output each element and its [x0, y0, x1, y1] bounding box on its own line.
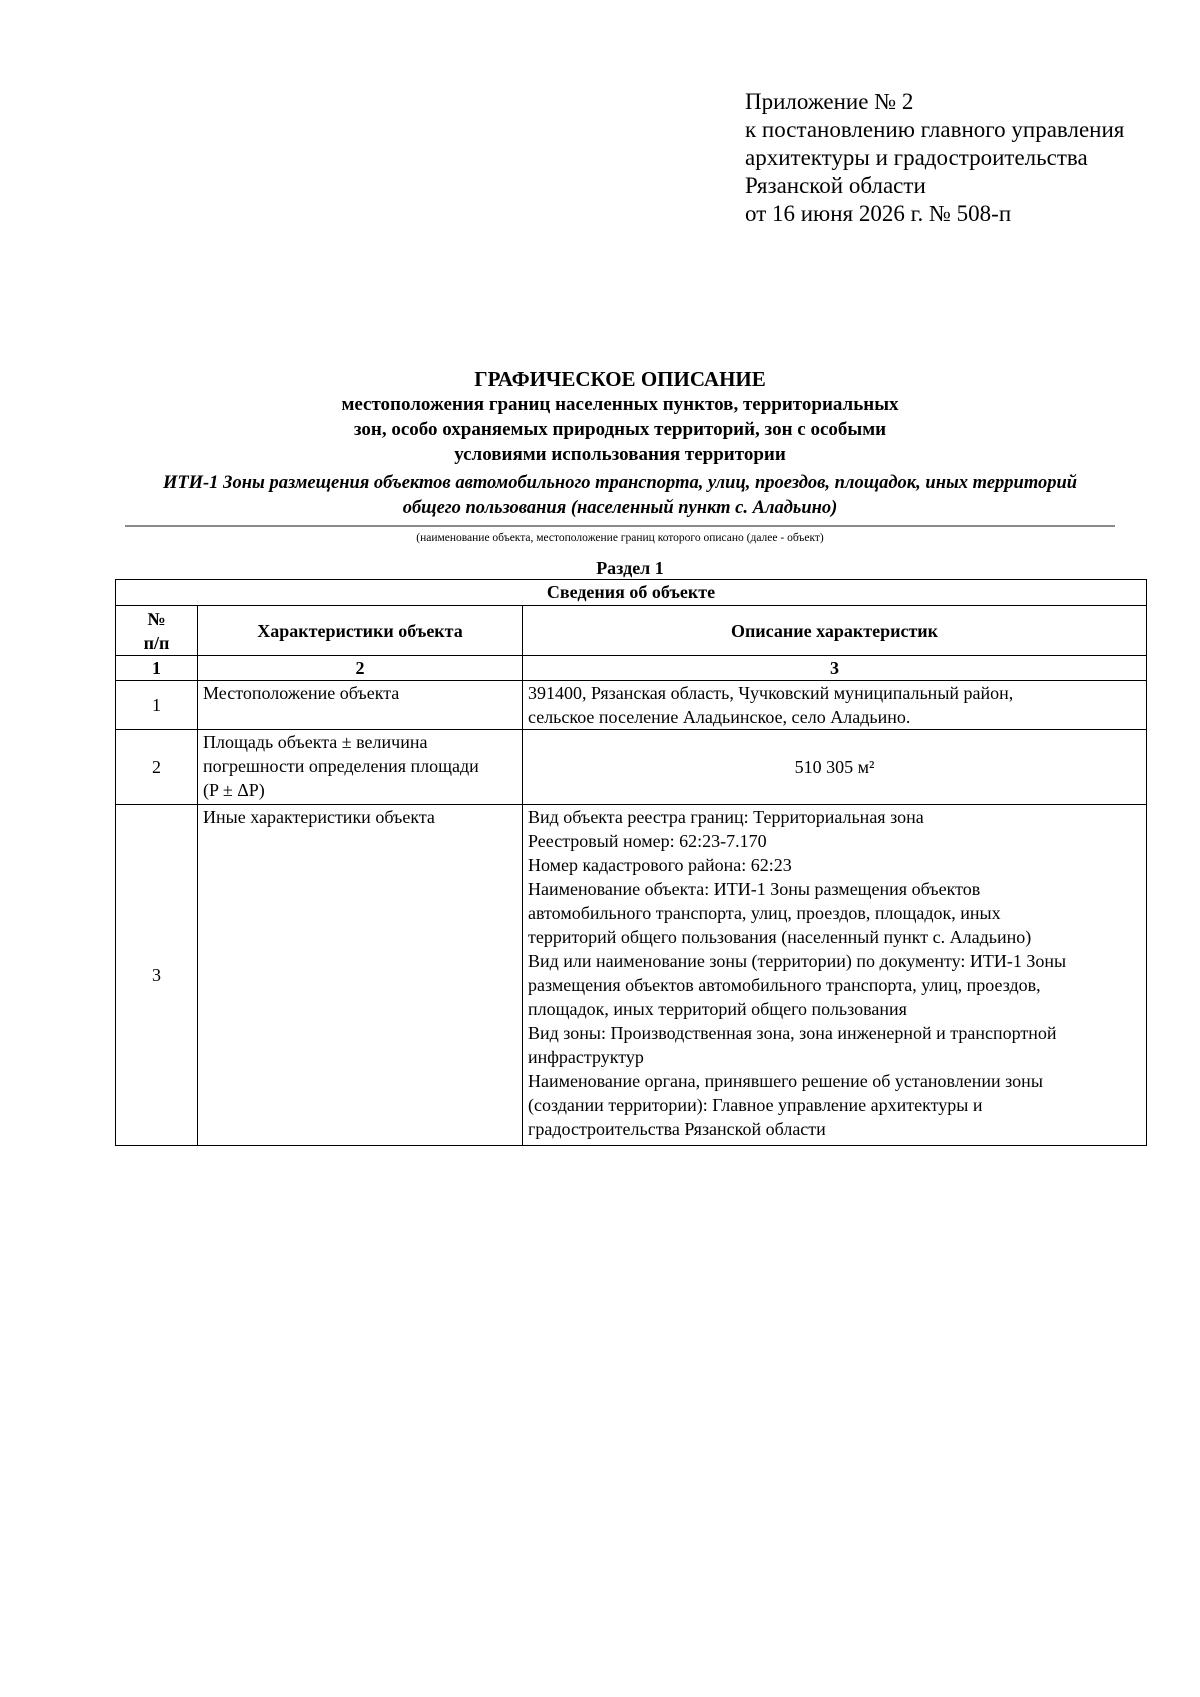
section-title: Раздел 1 [596, 558, 664, 578]
area-value: 510 305 м² [523, 730, 1147, 805]
table-caption: Сведения об объекте [116, 580, 1147, 606]
document-subtitle-line: местоположения границ населенных пунктов, территориальных [341, 394, 899, 415]
column-numbers-row [116, 656, 1147, 681]
description-line: Реестровый номер: 62:23-7.170 [528, 831, 767, 851]
row-characteristic [198, 730, 523, 805]
header-num-symbol: № [147, 608, 166, 629]
appendix-line: от 16 июня 2026 г. № 508-п [745, 201, 1012, 226]
description-line: инфраструктур [528, 1047, 644, 1067]
header-num [116, 606, 198, 656]
description-line: автомобильного транспорта, улиц, проездов, площадок, иных [528, 903, 1001, 923]
description-line: сельское поселение Аладьинское, село Аладьино. [528, 707, 911, 727]
row-characteristic [198, 805, 523, 1146]
description-line: Вид объекта реестра границ: Территориальная зона [528, 807, 924, 827]
description-line: (создании территории): Главное управление архитектуры и [528, 1095, 983, 1115]
characteristic-line: погрешности определения площади [203, 756, 479, 776]
description-line: Наименование объекта: ИТИ-1 Зоны размещения объектов [528, 879, 981, 899]
document-title: ГРАФИЧЕСКОЕ ОПИСАНИЕ [474, 367, 766, 391]
row-characteristic [198, 681, 523, 730]
characteristic-line: Иные характеристики объекта [203, 807, 435, 827]
object-name-underline [125, 525, 1115, 527]
description-line: Вид или наименование зоны (территории) по документу: ИТИ-1 Зоны [528, 951, 1067, 971]
row-number: 3 [116, 805, 198, 1146]
description-line: размещения объектов автомобильного транспорта, улиц, проездов, [528, 975, 1041, 995]
characteristic-line: Площадь объекта ± величина [203, 732, 428, 752]
column-number: 1 [116, 656, 198, 681]
document-subtitle-line: зон, особо охраняемых природных территорий, зон с особыми [353, 419, 887, 440]
appendix-line: к постановлению главного управления [745, 117, 1125, 142]
appendix-line: Рязанской области [745, 173, 926, 198]
characteristic-line: (P ± ΔP) [203, 780, 265, 800]
appendix-line: Приложение № 2 [745, 89, 914, 114]
description-line: Вид зоны: Производственная зона, зона инженерной и транспортной [528, 1023, 1057, 1043]
header-description: Описание характеристик [523, 606, 1147, 656]
object-name-note: (наименование объекта, местоположение границ которого описано (далее - объект) [416, 532, 824, 544]
title-block [120, 366, 1120, 546]
column-number: 2 [198, 656, 523, 681]
characteristic-line: Местоположение объекта [203, 683, 400, 703]
object-name-line: общего пользования (населенный пункт с. Аладьино) [402, 498, 838, 518]
table-caption-row [116, 580, 1147, 606]
column-number: 3 [523, 656, 1147, 681]
table-row [116, 730, 1147, 805]
description-line: Наименование органа, принявшего решение об установлении зоны [528, 1071, 1043, 1091]
description-line: площадок, иных территорий общего пользования [528, 999, 907, 1019]
row-number: 2 [116, 730, 198, 805]
description-line: территорий общего пользования (населенный пункт с. Аладьино) [528, 927, 1032, 947]
object-name-line: ИТИ-1 Зоны размещения объектов автомобильного транспорта, улиц, проездов, площадок, иных территорий [162, 473, 1078, 493]
appendix-line: архитектуры и градостроительства [745, 145, 1088, 170]
row-number: 1 [116, 681, 198, 730]
description-line: градостроительства Рязанской области [528, 1119, 826, 1139]
description-line: 391400, Рязанская область, Чучковский муниципальный район, [528, 683, 1014, 703]
table-header-row [116, 606, 1147, 656]
table-row [116, 681, 1147, 730]
document-subtitle-line: условиями использования территории [454, 444, 786, 465]
object-name [120, 471, 1120, 521]
description-line: Номер кадастрового района: 62:23 [528, 855, 792, 875]
header-num-abbr: п/п [143, 632, 170, 653]
row-description [523, 805, 1147, 1146]
header-characteristics: Характеристики объекта [198, 606, 523, 656]
object-info-table [115, 579, 1147, 1146]
row-description [523, 681, 1147, 730]
appendix-reference [745, 88, 1185, 228]
table-row [116, 805, 1147, 1146]
